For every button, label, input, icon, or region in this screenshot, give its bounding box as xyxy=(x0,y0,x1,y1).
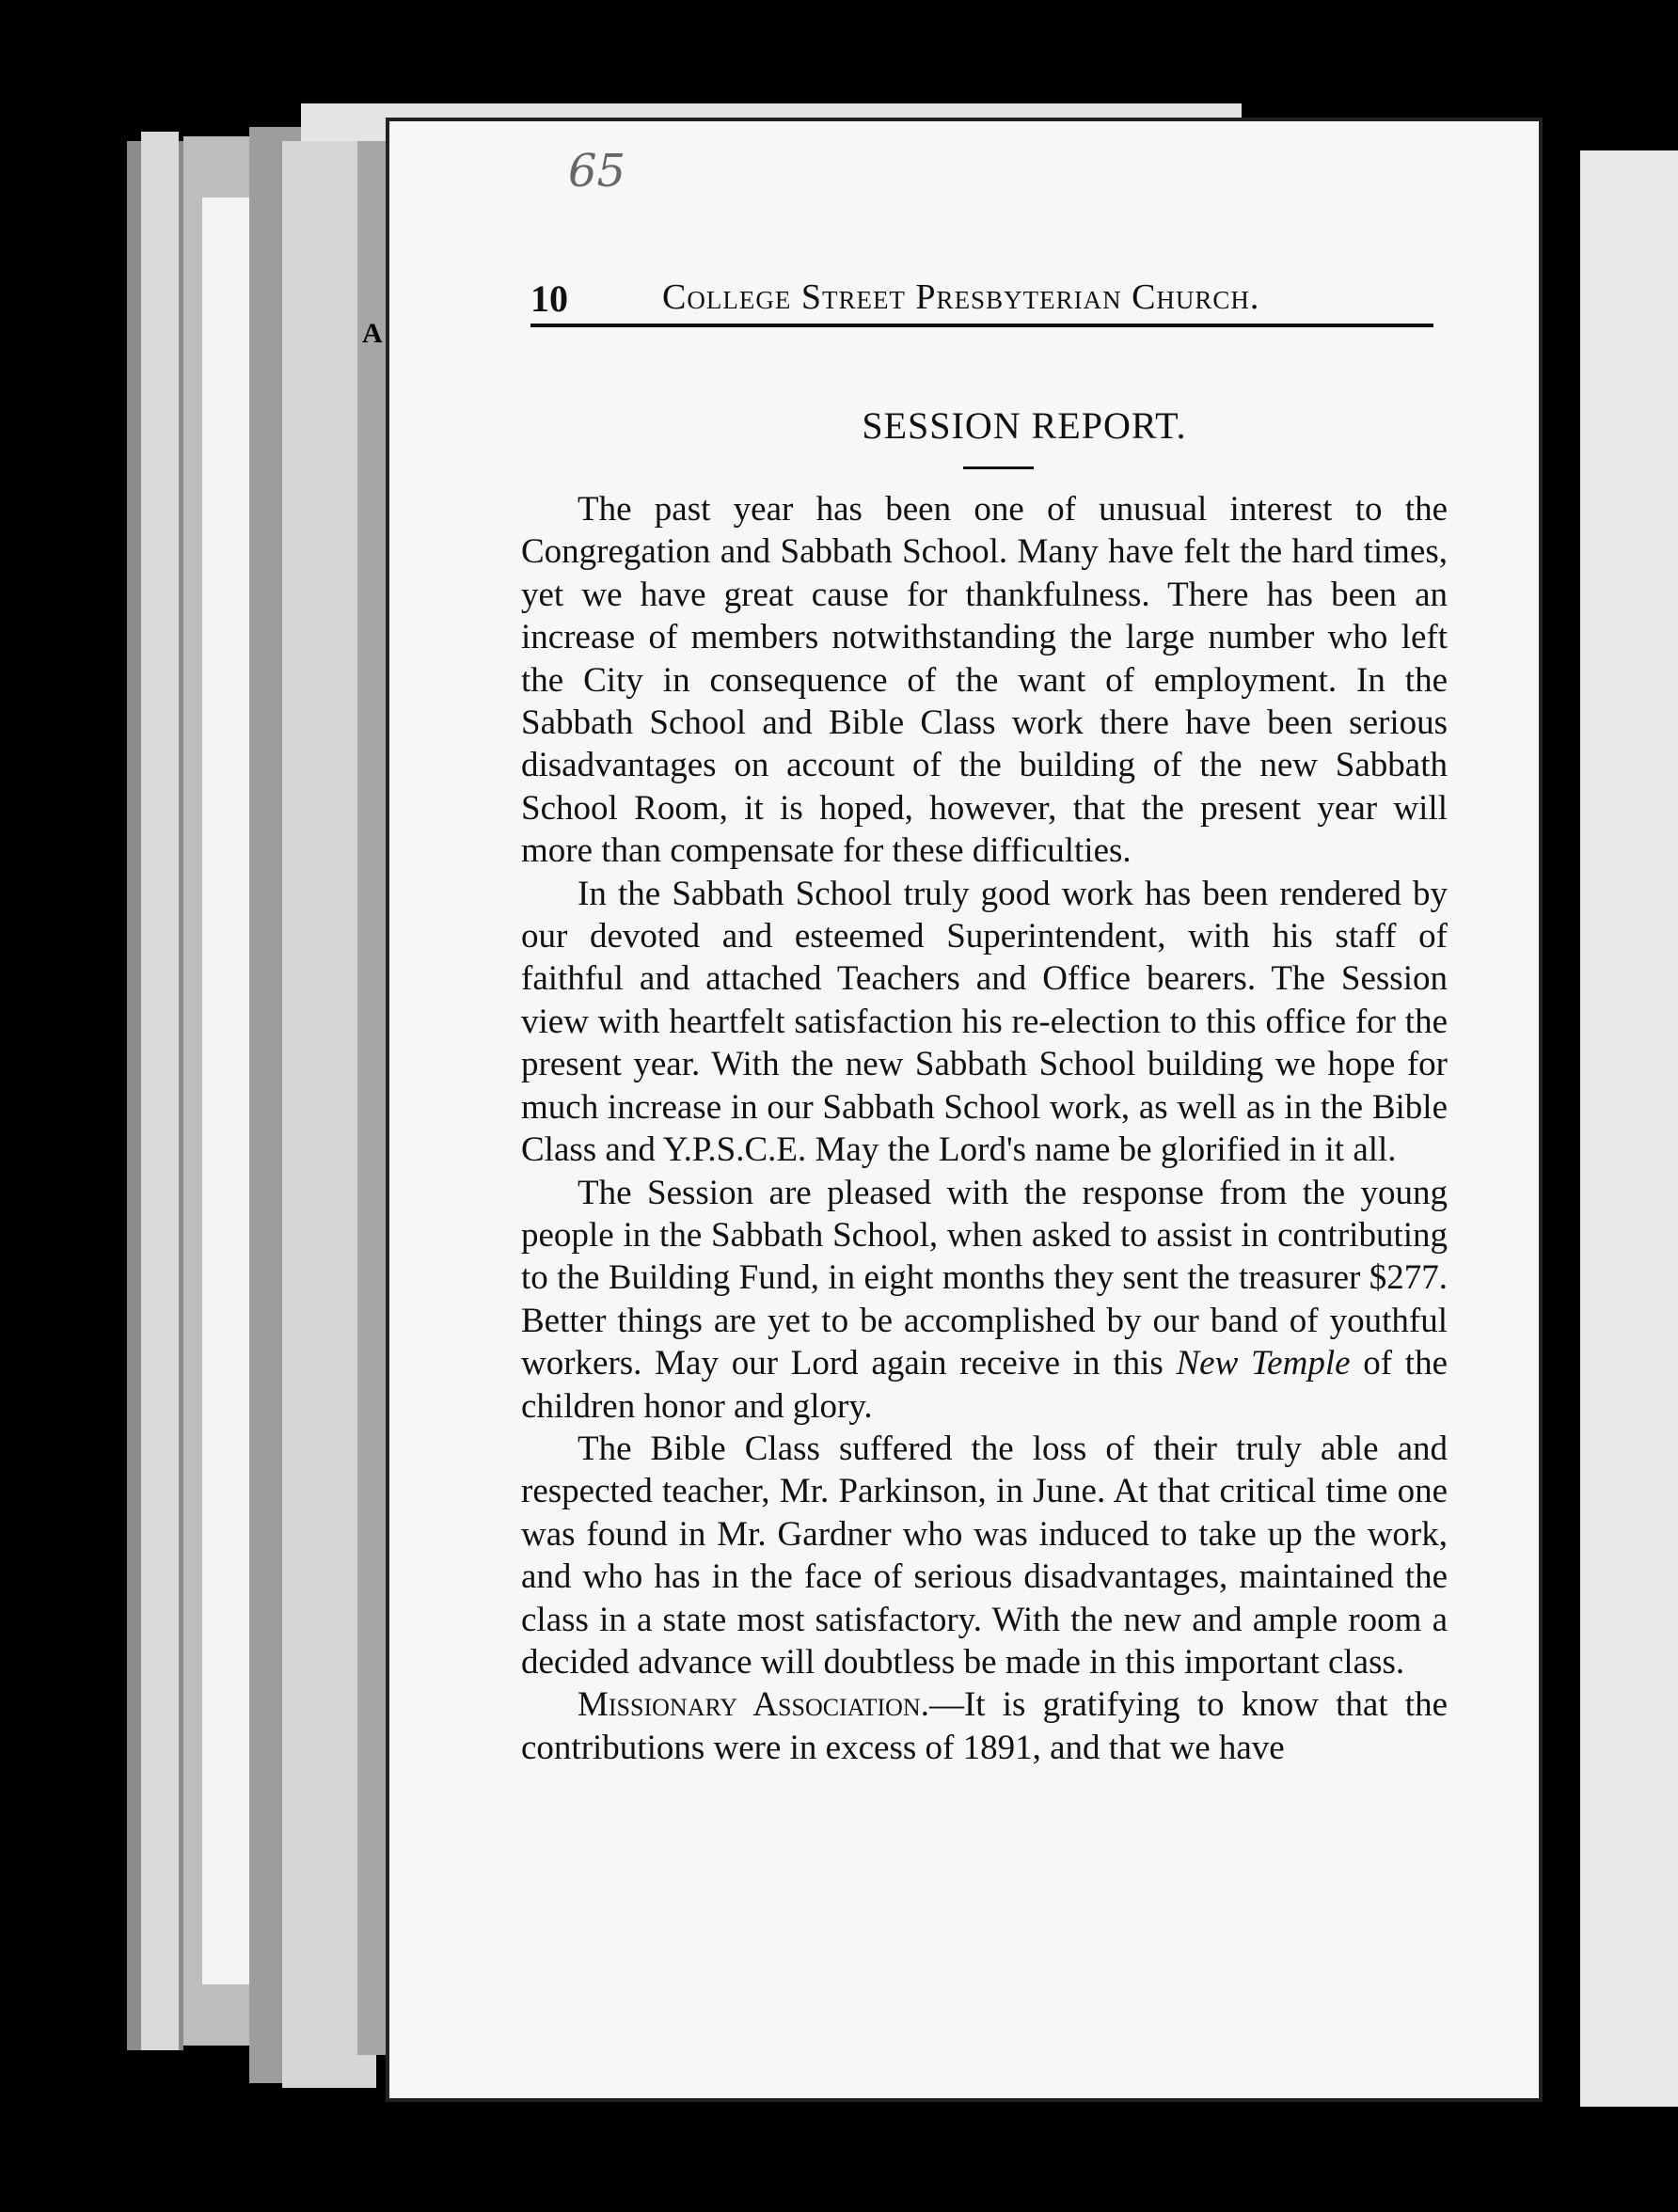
italic-phrase: New Temple xyxy=(1176,1344,1351,1383)
facing-page-edge xyxy=(1580,150,1678,2107)
paragraph-text: —It is gratifying to know that the contributions were in excess of 1891, and that we have xyxy=(521,1685,1448,1767)
handwritten-note: 65 xyxy=(568,145,626,198)
running-head-title: College Street Presbyterian Church. xyxy=(662,277,1260,317)
document-page xyxy=(386,118,1543,2102)
paragraph xyxy=(521,1172,1448,1428)
margin-mark: A xyxy=(362,318,383,349)
running-head xyxy=(530,276,1433,327)
book-edge xyxy=(202,198,249,1984)
paragraph: The Bible Class suffered the loss of their truly able and respected teacher, Mr. Parkinson, in June. At that critical time one was found in Mr. Gardner who was induced to take up the work, and who has in the face of serious disadvantages, maintained the class in a state most satisfactory. With the new and ample room a decided advance will doubtless be made in this important class. xyxy=(521,1429,1448,1682)
report-body xyxy=(521,488,1448,1769)
page-number: 10 xyxy=(530,277,568,320)
section-title: SESSION REPORT. xyxy=(862,404,1187,447)
section-lead: Missionary Association. xyxy=(578,1685,929,1725)
paragraph: The past year has been one of unusual interest to the Congregation and Sabbath School. Many have felt the hard times, yet we have great cause for thankfulness. There has been an increase of members notwithstanding the large number who left the City in consequence of the want of employment. In the Sabbath School and Bible Class work there have been serious disadvantages on account of the building of the new Sabbath School Room, it is hoped, however, that the present year will more than compensate for these difficulties. xyxy=(521,490,1448,871)
paragraph xyxy=(521,1683,1448,1769)
paragraph: In the Sabbath School truly good work has been rendered by our devoted and esteemed Superintendent, with his staff of faithful and attached Teachers and Office bearers. The Session view with heartfelt satisfaction his re-election to this office for the present year. With the new Sabbath School building we hope for much increase in our Sabbath School work, as well as in the Bible Class and Y.P.S.C.E. May the Lord's name be glorified in it all. xyxy=(521,874,1448,1170)
title-rule xyxy=(963,466,1034,469)
paragraph-text: The Session are pleased with the response from the young people in the Sabbath School, when asked to assist in contributing to the Building Fund, in eight months they sent the treasurer $277. Better things are yet to be accomplished by our band of youthful workers. May our Lord again receive in this xyxy=(521,1173,1448,1383)
book-edge xyxy=(141,132,179,2050)
paragraph-text: of the children honor and glory. xyxy=(521,1344,1448,1426)
